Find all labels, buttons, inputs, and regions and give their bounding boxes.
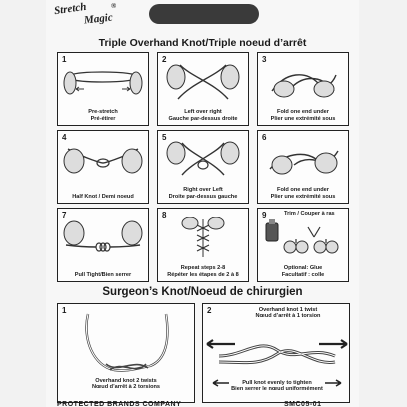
caption-en: Left over right [184, 109, 222, 116]
step-number: 1 [62, 55, 67, 64]
step-caption [258, 265, 348, 278]
step-caption [58, 272, 148, 278]
step-caption [158, 265, 248, 278]
step-number: 6 [262, 133, 267, 142]
step-caption [158, 109, 248, 122]
surgeon-2-caption [227, 380, 327, 393]
step-panel-6 [257, 130, 349, 204]
step-number: 9 [262, 211, 267, 220]
step-panel-9 [257, 208, 349, 282]
surgeon-2-top-caption [233, 307, 343, 320]
step-panel-2 [157, 52, 249, 126]
caption-en: Fold one end under [277, 187, 329, 194]
caption-en: Overhand knot 2 twists [95, 378, 157, 384]
footer-company: PROTECTED BRANDS COMPANY [57, 401, 182, 407]
caption-en: Repeat steps 2-8 [180, 265, 226, 272]
step-caption [158, 187, 248, 200]
surgeon-panel-1 [57, 303, 195, 403]
fold-under-2-illustration [262, 139, 344, 179]
step-caption [258, 109, 348, 122]
surgeon-knot-2-twists-illustration [58, 310, 195, 380]
top-caption-fr: Nœud d’arrêt à 1 torsion [255, 313, 321, 320]
top-caption-en: Overhand knot 1 twist [258, 307, 318, 313]
trim-glue-illustration [262, 217, 344, 257]
step-panel-8 [157, 208, 249, 282]
step-number: 7 [62, 211, 67, 220]
step-panel-7 [57, 208, 149, 282]
step-panel-3 [257, 52, 349, 126]
fold-under-illustration [262, 61, 344, 101]
caption-en: Pre-stretch [88, 109, 118, 116]
caption-fr: Plier une extrémité sous [270, 193, 336, 200]
caption-en: Optional: Glue [283, 265, 323, 272]
caption-fr: Nœud d’arrêt à 2 torsions [91, 384, 161, 391]
step-panel-1 [57, 52, 149, 126]
caption-fr: Bien serrer le nœud uniformément [231, 386, 323, 393]
section-title-triple-knot: Triple Overhand Knot/Triple noeud d’arrêt [98, 37, 307, 49]
half-knot-illustration [62, 139, 144, 179]
step-number: 1 [62, 306, 67, 315]
brand-line-1: Stretch [53, 0, 88, 18]
step-caption [58, 109, 148, 122]
instruction-card [46, 0, 359, 407]
pull-tight-illustration [62, 217, 144, 257]
caption-en: Fold one end under [277, 109, 329, 116]
step-number: 8 [162, 211, 167, 220]
footer-code: SMC05-01 [284, 401, 322, 407]
caption-en: Pull Tight/Bien serrer [74, 271, 132, 278]
step-panel-5 [157, 130, 249, 204]
repeat-steps-illustration [162, 217, 244, 257]
brand-line-2: Magic [83, 11, 114, 27]
caption-fr: Pré-étirer [90, 115, 116, 122]
hang-hole [149, 4, 259, 24]
section-title-surgeon-knot: Surgeon’s Knot/Noeud de chirurgien [102, 286, 303, 298]
surgeon-1-caption [58, 378, 194, 391]
brand-registered-mark: ® [111, 2, 117, 10]
step-caption [58, 194, 148, 200]
caption-fr: Droite par-dessus gauche [168, 193, 238, 200]
pre-stretch-illustration [62, 61, 144, 101]
step-number: 2 [207, 306, 212, 315]
caption-fr: Gauche par-dessus droite [168, 115, 238, 122]
left-over-right-illustration [162, 61, 244, 101]
step-number: 2 [162, 55, 167, 64]
caption-fr: Facultatif : colle [281, 271, 325, 278]
caption-fr: Plier une extrémité sous [270, 115, 336, 122]
step-number: 5 [162, 133, 167, 142]
right-over-left-illustration [162, 139, 244, 179]
pull-evenly-illustration [203, 326, 350, 376]
trim-label: Trim / Couper à ras [284, 211, 335, 217]
caption-fr: Répéter les étapes de 2 à 8 [167, 271, 239, 278]
caption-en: Right over Left [183, 187, 223, 194]
brand-logo [53, 0, 134, 31]
step-number: 3 [262, 55, 267, 64]
caption-en: Pull knot evenly to tighten [242, 380, 312, 386]
step-panel-4 [57, 130, 149, 204]
step-number: 4 [62, 133, 67, 142]
surgeon-panel-2 [202, 303, 350, 403]
caption-en: Half Knot / Demi noeud [72, 193, 134, 200]
step-caption [258, 187, 348, 200]
